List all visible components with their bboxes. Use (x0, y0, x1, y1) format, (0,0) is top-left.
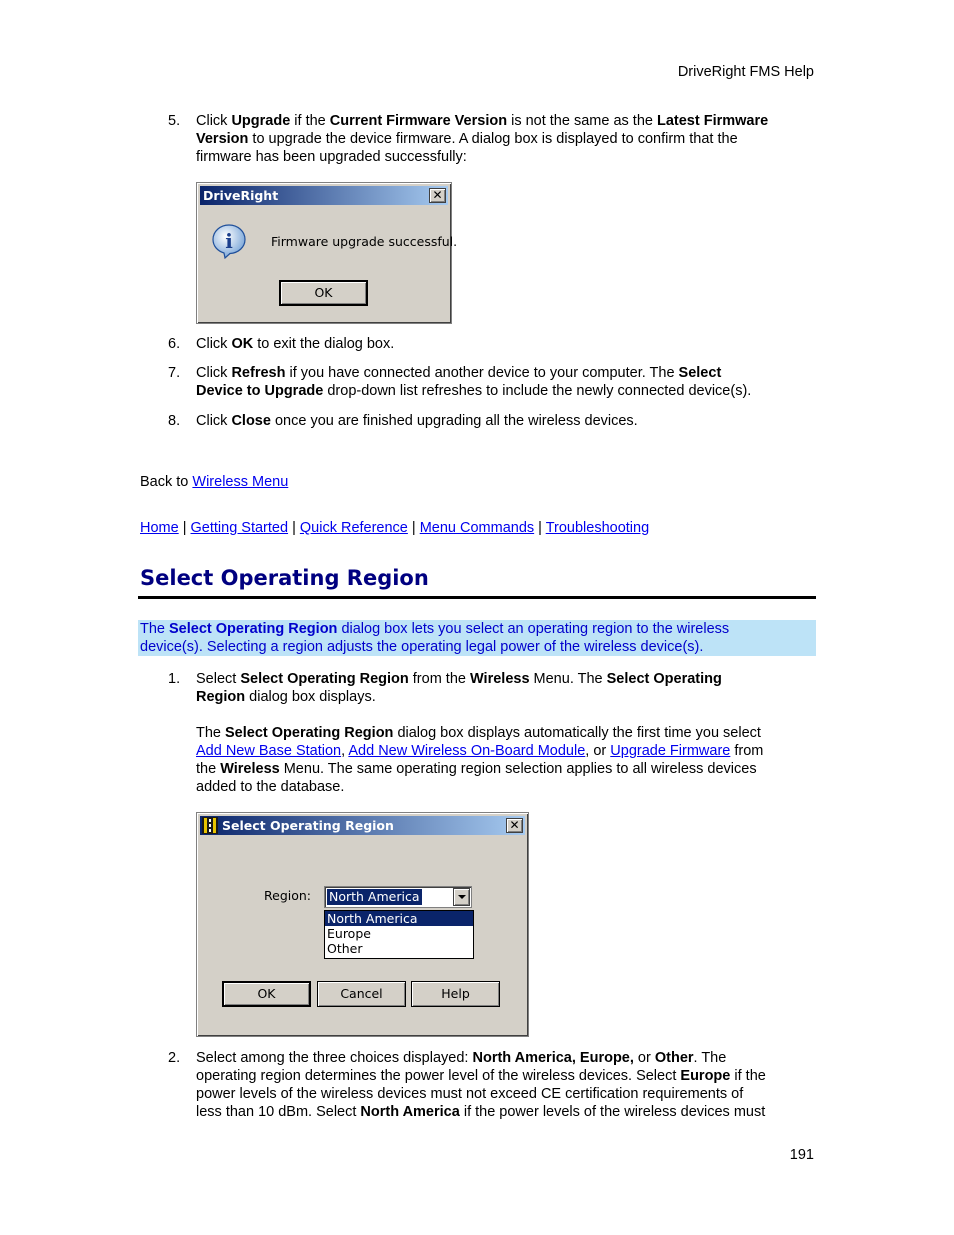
region-option-europe[interactable]: Europe (327, 926, 371, 941)
add-new-wireless-module-link[interactable]: Add New Wireless On-Board Module (348, 743, 586, 759)
nav-links (140, 519, 649, 537)
running-header: DriveRight FMS Help (677, 64, 814, 80)
step-number: 2. (168, 1050, 181, 1066)
add-new-base-station-link[interactable]: Add New Base Station (196, 743, 342, 759)
app-icon (202, 817, 218, 834)
region-option-other[interactable]: Other (327, 941, 363, 956)
ok-button[interactable]: OK (279, 280, 368, 306)
step-8-text: Click Close once you are finished upgrading all the wireless devices. (196, 413, 638, 429)
ok-button[interactable]: OK (222, 981, 311, 1007)
step-number: 7. (168, 365, 181, 381)
dialog-titlebar (200, 186, 448, 205)
dialog-message: Firmware upgrade successful. (271, 234, 458, 249)
step-number: 6. (168, 336, 181, 352)
step-number: 1. (168, 671, 181, 687)
nav-troubleshooting-link[interactable]: Troubleshooting (545, 520, 650, 536)
region-dropdown-list (324, 910, 474, 959)
firmware-dialog (196, 182, 458, 324)
section-intro: The Select Operating Region dialog box lets you select an operating region to the wireless device(s). Selecting a region adjusts the operating legal power of the wireless device(s). (138, 620, 816, 656)
nav-separator: | (288, 520, 300, 536)
svg-text:i: i (225, 229, 233, 253)
chevron-down-icon[interactable] (453, 888, 470, 906)
dialog-title: Select Operating Region (222, 818, 394, 833)
region-step-2-text: Select among the three choices displayed: North America, Europe, or Other. The operating region determines the power level of the wireless devices. Select Europe if the power levels of the wireless devices must not exceed CE certification requirements of less than 10 dBm. Select North America if the power levels of the wireless devices must (196, 1050, 766, 1120)
nav-home-link[interactable]: Home (140, 520, 179, 536)
step-6-text: Click OK to exit the dialog box. (196, 336, 395, 352)
region-dialog (196, 812, 529, 1037)
region-selected-value: North America (329, 889, 420, 904)
step-7-text: Click Refresh if you have connected another device to your computer. The Select Device to Upgrade drop-down list refreshes to include the newly connected device(s). (196, 365, 752, 399)
page-number: 191 (789, 1147, 814, 1163)
nav-separator: | (534, 520, 546, 536)
dialog-titlebar (200, 816, 525, 835)
info-icon (211, 223, 247, 259)
step-number: 8. (168, 413, 181, 429)
help-button[interactable]: Help (411, 981, 500, 1007)
region-step-1-paragraph: The Select Operating Region dialog box displays automatically the first time you select Add New Base Station, Add New Wireless On-Board Module, or Upgrade Firmware from the Wireless Menu. The same operating region selection applies to all wireless devices added to the database. (196, 725, 764, 795)
back-link-line: Back to Wireless Menu (140, 474, 289, 490)
close-icon[interactable]: ✕ (429, 188, 446, 203)
section-heading: Select Operating Region (140, 566, 429, 590)
region-label: Region: (264, 888, 312, 903)
close-icon[interactable]: ✕ (506, 818, 523, 833)
nav-quick-reference-link[interactable]: Quick Reference (299, 520, 408, 536)
dialog-title: DriveRight (203, 188, 279, 203)
nav-getting-started-link[interactable]: Getting Started (190, 520, 289, 536)
upgrade-firmware-link[interactable]: Upgrade Firmware (610, 743, 731, 759)
region-step-1-text: Select Select Operating Region from the Wireless Menu. The Select Operating Region dialog box displays. (196, 671, 722, 705)
step-5-text: Click Upgrade if the Current Firmware Version is not the same as the Latest Firmware Version to upgrade the device firmware. A dialog box is displayed to confirm that the firmware has been upgraded successfully: (196, 113, 769, 165)
nav-separator: | (178, 520, 191, 536)
cancel-button[interactable]: Cancel (317, 981, 406, 1007)
region-select[interactable] (324, 886, 472, 908)
nav-menu-commands-link[interactable]: Menu Commands (419, 520, 535, 536)
wireless-menu-link[interactable]: Wireless Menu (192, 474, 289, 490)
nav-separator: | (407, 520, 420, 536)
region-option-north-america[interactable]: North America (325, 911, 473, 926)
heading-rule (138, 596, 816, 599)
step-number: 5. (168, 113, 181, 129)
